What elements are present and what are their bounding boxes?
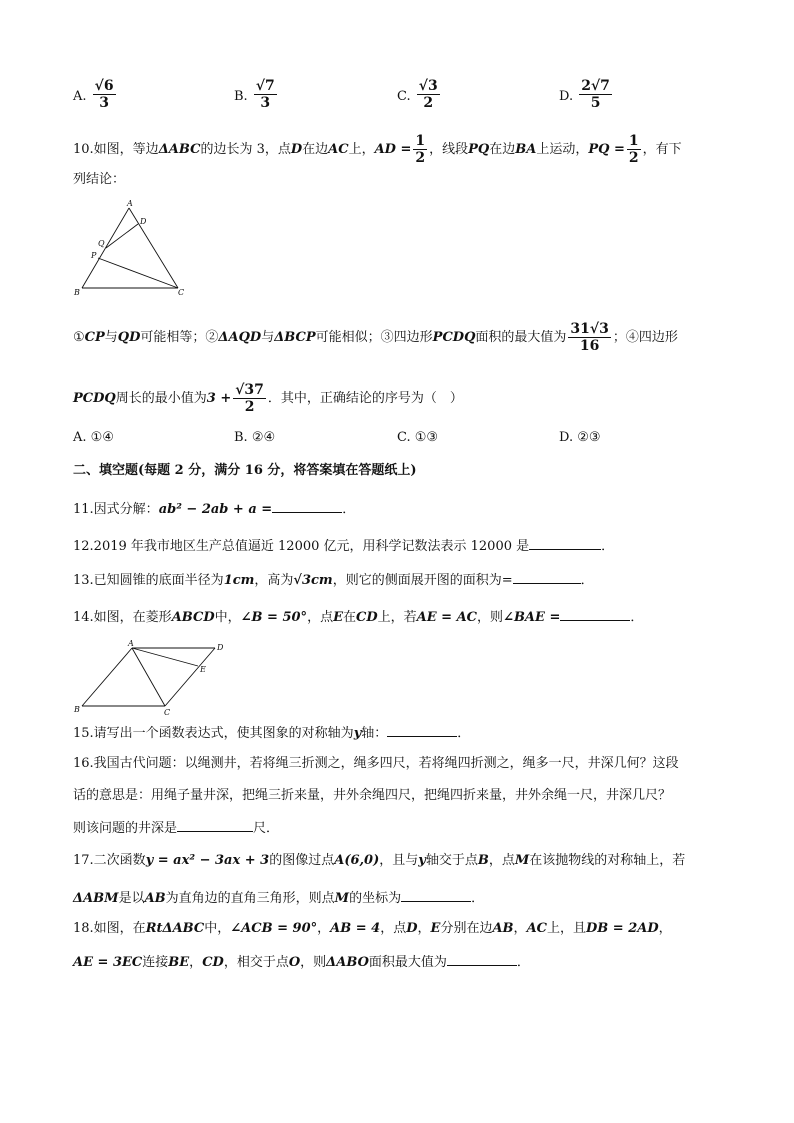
q9-option-b-fraction: $\frac{√7}{3}$ (255, 78, 275, 111)
q10-fraction-pq: $\frac{1}{2}$ (628, 133, 639, 166)
label-b: B (74, 288, 80, 297)
answer-blank[interactable] (529, 535, 601, 550)
q11: 11.因式分解：ab² − 2ab + a = ． (73, 498, 355, 520)
label-e: E (200, 665, 206, 674)
label-b: B (74, 705, 80, 714)
q15: 15.请写出一个函数表达式，使其图象的对称轴为y轴： ． (73, 722, 470, 744)
section-heading: 二、填空题(每题 2 分，满分 16 分，将答案填在答题纸上) (73, 463, 417, 478)
q9-option-d: D. $\frac{2√7}{5}$ (559, 78, 610, 111)
q16-line3: 则该问题的井深是 尺． (73, 817, 279, 839)
q9-option-c-fraction: $\frac{√3}{2}$ (418, 78, 438, 111)
label-a: A (128, 640, 134, 648)
q12: 12.2019 年我市地区生产总值逼近 12000 亿元，用科学记数法表示 12000 是 ． (73, 535, 614, 557)
q10-option-c: C. ①③ (397, 430, 439, 445)
answer-blank[interactable] (177, 817, 253, 832)
q16-line1: 16.我国古代问题：以绳测井，若将绳三折测之，绳多四尺，若将绳四折测之，绳多一尺，井深几何？这段 (73, 756, 679, 771)
q10-stem-line2: 列结论： (73, 172, 126, 187)
answer-blank[interactable] (560, 606, 630, 621)
q14-rhombus-figure (70, 640, 240, 718)
q10-statements-line2: PCDQ周长的最小值为3 + $\frac{√37}{2}$ ．其中，正确结论的序号为（ ） (73, 382, 463, 415)
answer-blank[interactable] (401, 887, 471, 902)
q10-option-b: B. ②④ (234, 430, 276, 445)
label-d: D (217, 643, 224, 652)
q10-stem-line1: 10.如图，等边ΔABC的边长为 3，点D在边AC上，AD = $\frac{1}{2}$ ，线段PQ在边BA上运动，PQ = $\frac{1}{2}$ ，有下 (73, 133, 682, 166)
q10-statements-line1: ①CP与QD可能相等；②ΔAQD与ΔBCP可能相似；③四边形PCDQ面积的最大值为 $\frac{31√3}{16}$ ；④四边形 (73, 321, 678, 354)
q10-triangle-figure (70, 200, 190, 300)
q18-line2: AE = 3EC连接BE，CD，相交于点O，则ΔABO面积最大值为 ． (73, 951, 530, 973)
q9-option-c: C. $\frac{√3}{2}$ (397, 78, 438, 111)
q9-option-a-fraction: $\frac{√6}{3}$ (94, 78, 114, 111)
label-c: C (164, 708, 171, 717)
q14: 14.如图，在菱形ABCD中，∠B = 50°，点E在CD上，若AE = AC，则∠BAE = ． (73, 606, 643, 628)
answer-blank[interactable] (272, 498, 342, 513)
q16-line2: 话的意思是：用绳子量井深，把绳三折来量，井外余绳四尺，把绳四折来量，井外余绳一尺，井深几尺？ (73, 788, 672, 803)
q10-fraction-max-area: $\frac{31√3}{16}$ (570, 321, 609, 354)
q17-line2: ΔABM是以AB为直角边的直角三角形，则点M的坐标为 ． (73, 887, 484, 909)
q9-option-a: A. $\frac{√6}{3}$ (73, 78, 114, 111)
label-d: D (140, 217, 147, 226)
label-p: P (91, 251, 97, 260)
label-c: C (178, 288, 185, 297)
q9-option-b: B. $\frac{√7}{3}$ (234, 78, 275, 111)
q13: 13.已知圆锥的底面半径为1cm，高为√3cm，则它的侧面展开图的面积为= ． (73, 569, 594, 591)
answer-blank[interactable] (447, 951, 517, 966)
q10-fraction-min-perimeter: $\frac{√37}{2}$ (235, 382, 264, 415)
answer-blank[interactable] (387, 722, 457, 737)
q10-option-d: D. ②③ (559, 430, 601, 445)
answer-blank[interactable] (513, 569, 581, 584)
label-a: A (127, 200, 133, 208)
q10-option-a: A. ①④ (73, 430, 114, 445)
q10-fraction-ad: $\frac{1}{2}$ (415, 133, 426, 166)
label-q: Q (98, 239, 105, 248)
q9-option-d-fraction: $\frac{2√7}{5}$ (581, 78, 610, 111)
q18-line1: 18.如图，在RtΔABC中，∠ACB = 90°，AB = 4，点D，E分别在边AB，AC上，且DB = 2AD， (73, 921, 672, 936)
q17-line1: 17.二次函数y = ax² − 3ax + 3的图像过点A(6,0)，且与y轴交于点B，点M在该抛物线的对称轴上，若 (73, 853, 686, 868)
